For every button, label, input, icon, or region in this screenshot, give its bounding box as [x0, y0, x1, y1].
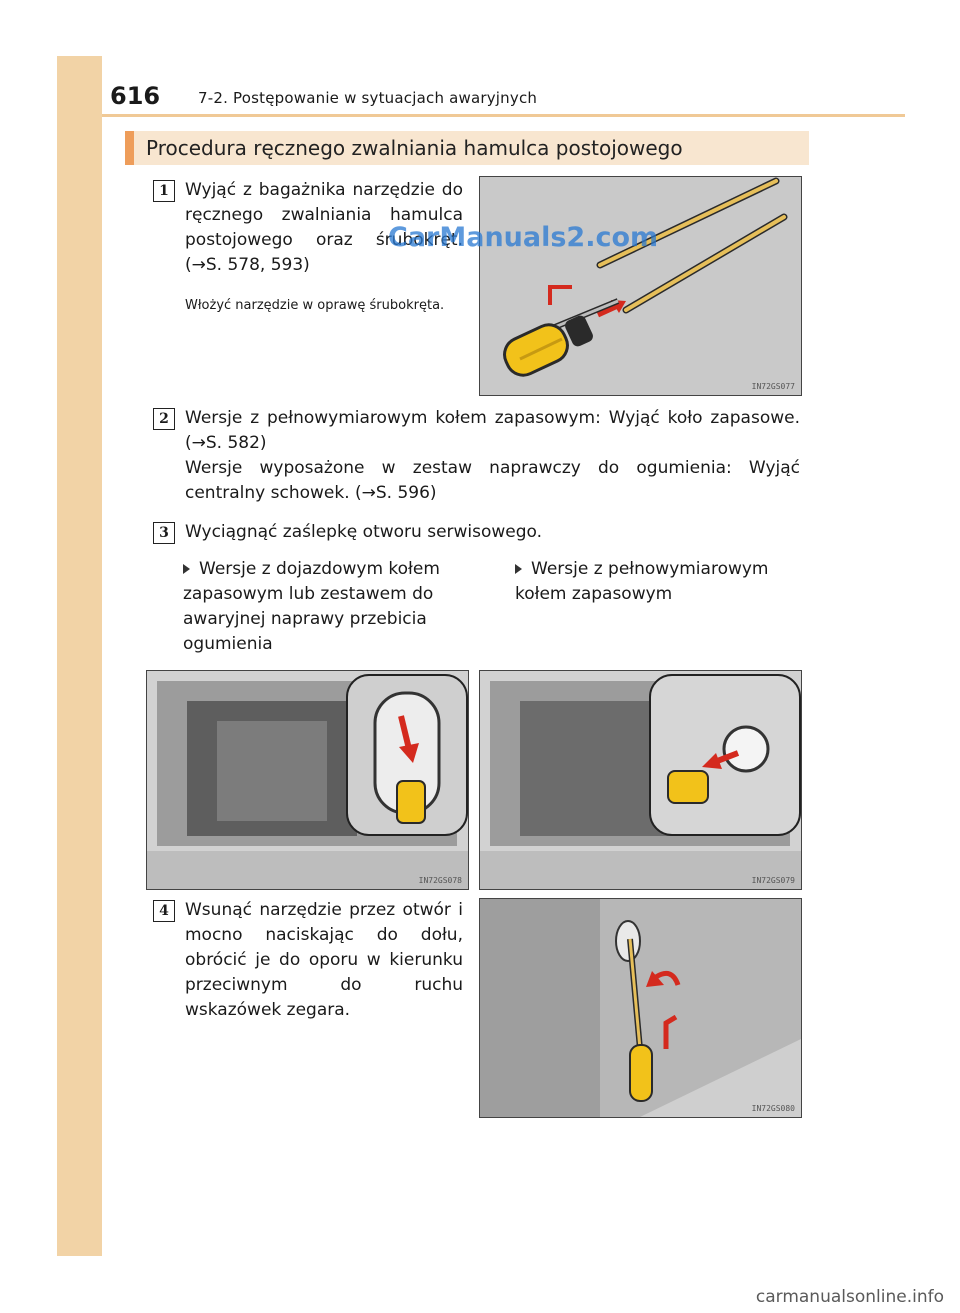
side-color-band [57, 56, 102, 1256]
figure-service-hole-compact [146, 670, 469, 890]
page-header [110, 80, 905, 114]
footer-watermark: carmanualsonline.info [755, 1287, 944, 1307]
variant-right-text: Wersje z pełnowymiarowym kołem zapasowym [515, 559, 769, 604]
bullet-arrow-icon [515, 564, 522, 574]
step-2-text-line2: Wersje wyposażone w zestaw naprawczy do ogumienia: Wyjąć centralny schowek. (→S. 596) [185, 458, 800, 503]
page-number: 616 [110, 82, 161, 110]
step-1-text: Wyjąć z bagażnika narzędzie do ręcznego zwalniania hamulca postojowego oraz śrubokręt. (→S. 578, 593) [185, 180, 463, 275]
variant-right [515, 557, 800, 607]
figure-insert-tool [479, 898, 802, 1118]
watermark-carmanuals: CarManuals2.com [388, 222, 659, 253]
step-1-note: Włożyć narzędzie w oprawę śrubokręta. [185, 298, 445, 313]
header-divider [102, 114, 905, 117]
section-heading-bar [125, 131, 809, 165]
chapter-title: 7-2. Postępowanie w sytuacjach awaryjnych [198, 89, 538, 107]
figure-code: IN72GS080 [751, 1104, 795, 1113]
figure-service-hole-fullsize [479, 670, 802, 890]
step-4-badge: 4 [153, 900, 175, 922]
figure-code: IN72GS078 [418, 876, 462, 885]
figure-code: IN72GS079 [751, 876, 795, 885]
variant-left-text: Wersje z dojazdowym kołem zapasowym lub zestawem do awaryjnej naprawy przebicia ogumienia [183, 559, 440, 654]
figure-tool-and-screwdriver [479, 176, 802, 396]
step-3-text: Wyciągnąć zaślepkę otworu serwisowego. [185, 522, 543, 542]
section-title: Procedura ręcznego zwalniania hamulca postojowego [146, 136, 683, 160]
bullet-arrow-icon [183, 564, 190, 574]
step-4-text: Wsunąć narzędzie przez otwór i mocno naciskając do dołu, obrócić je do oporu w kierunku przeciwnym do ruchu wskazówek zegara. [185, 900, 463, 1020]
step-2-text-line1: Wersje z pełnowymiarowym kołem zapasowym: Wyjąć koło zapasowe. (→S. 582) [185, 408, 800, 453]
step-3-badge: 3 [153, 522, 175, 544]
variant-left [183, 557, 465, 657]
step-2-badge: 2 [153, 408, 175, 430]
figure-code: IN72GS077 [751, 382, 795, 391]
step-1-badge: 1 [153, 180, 175, 202]
